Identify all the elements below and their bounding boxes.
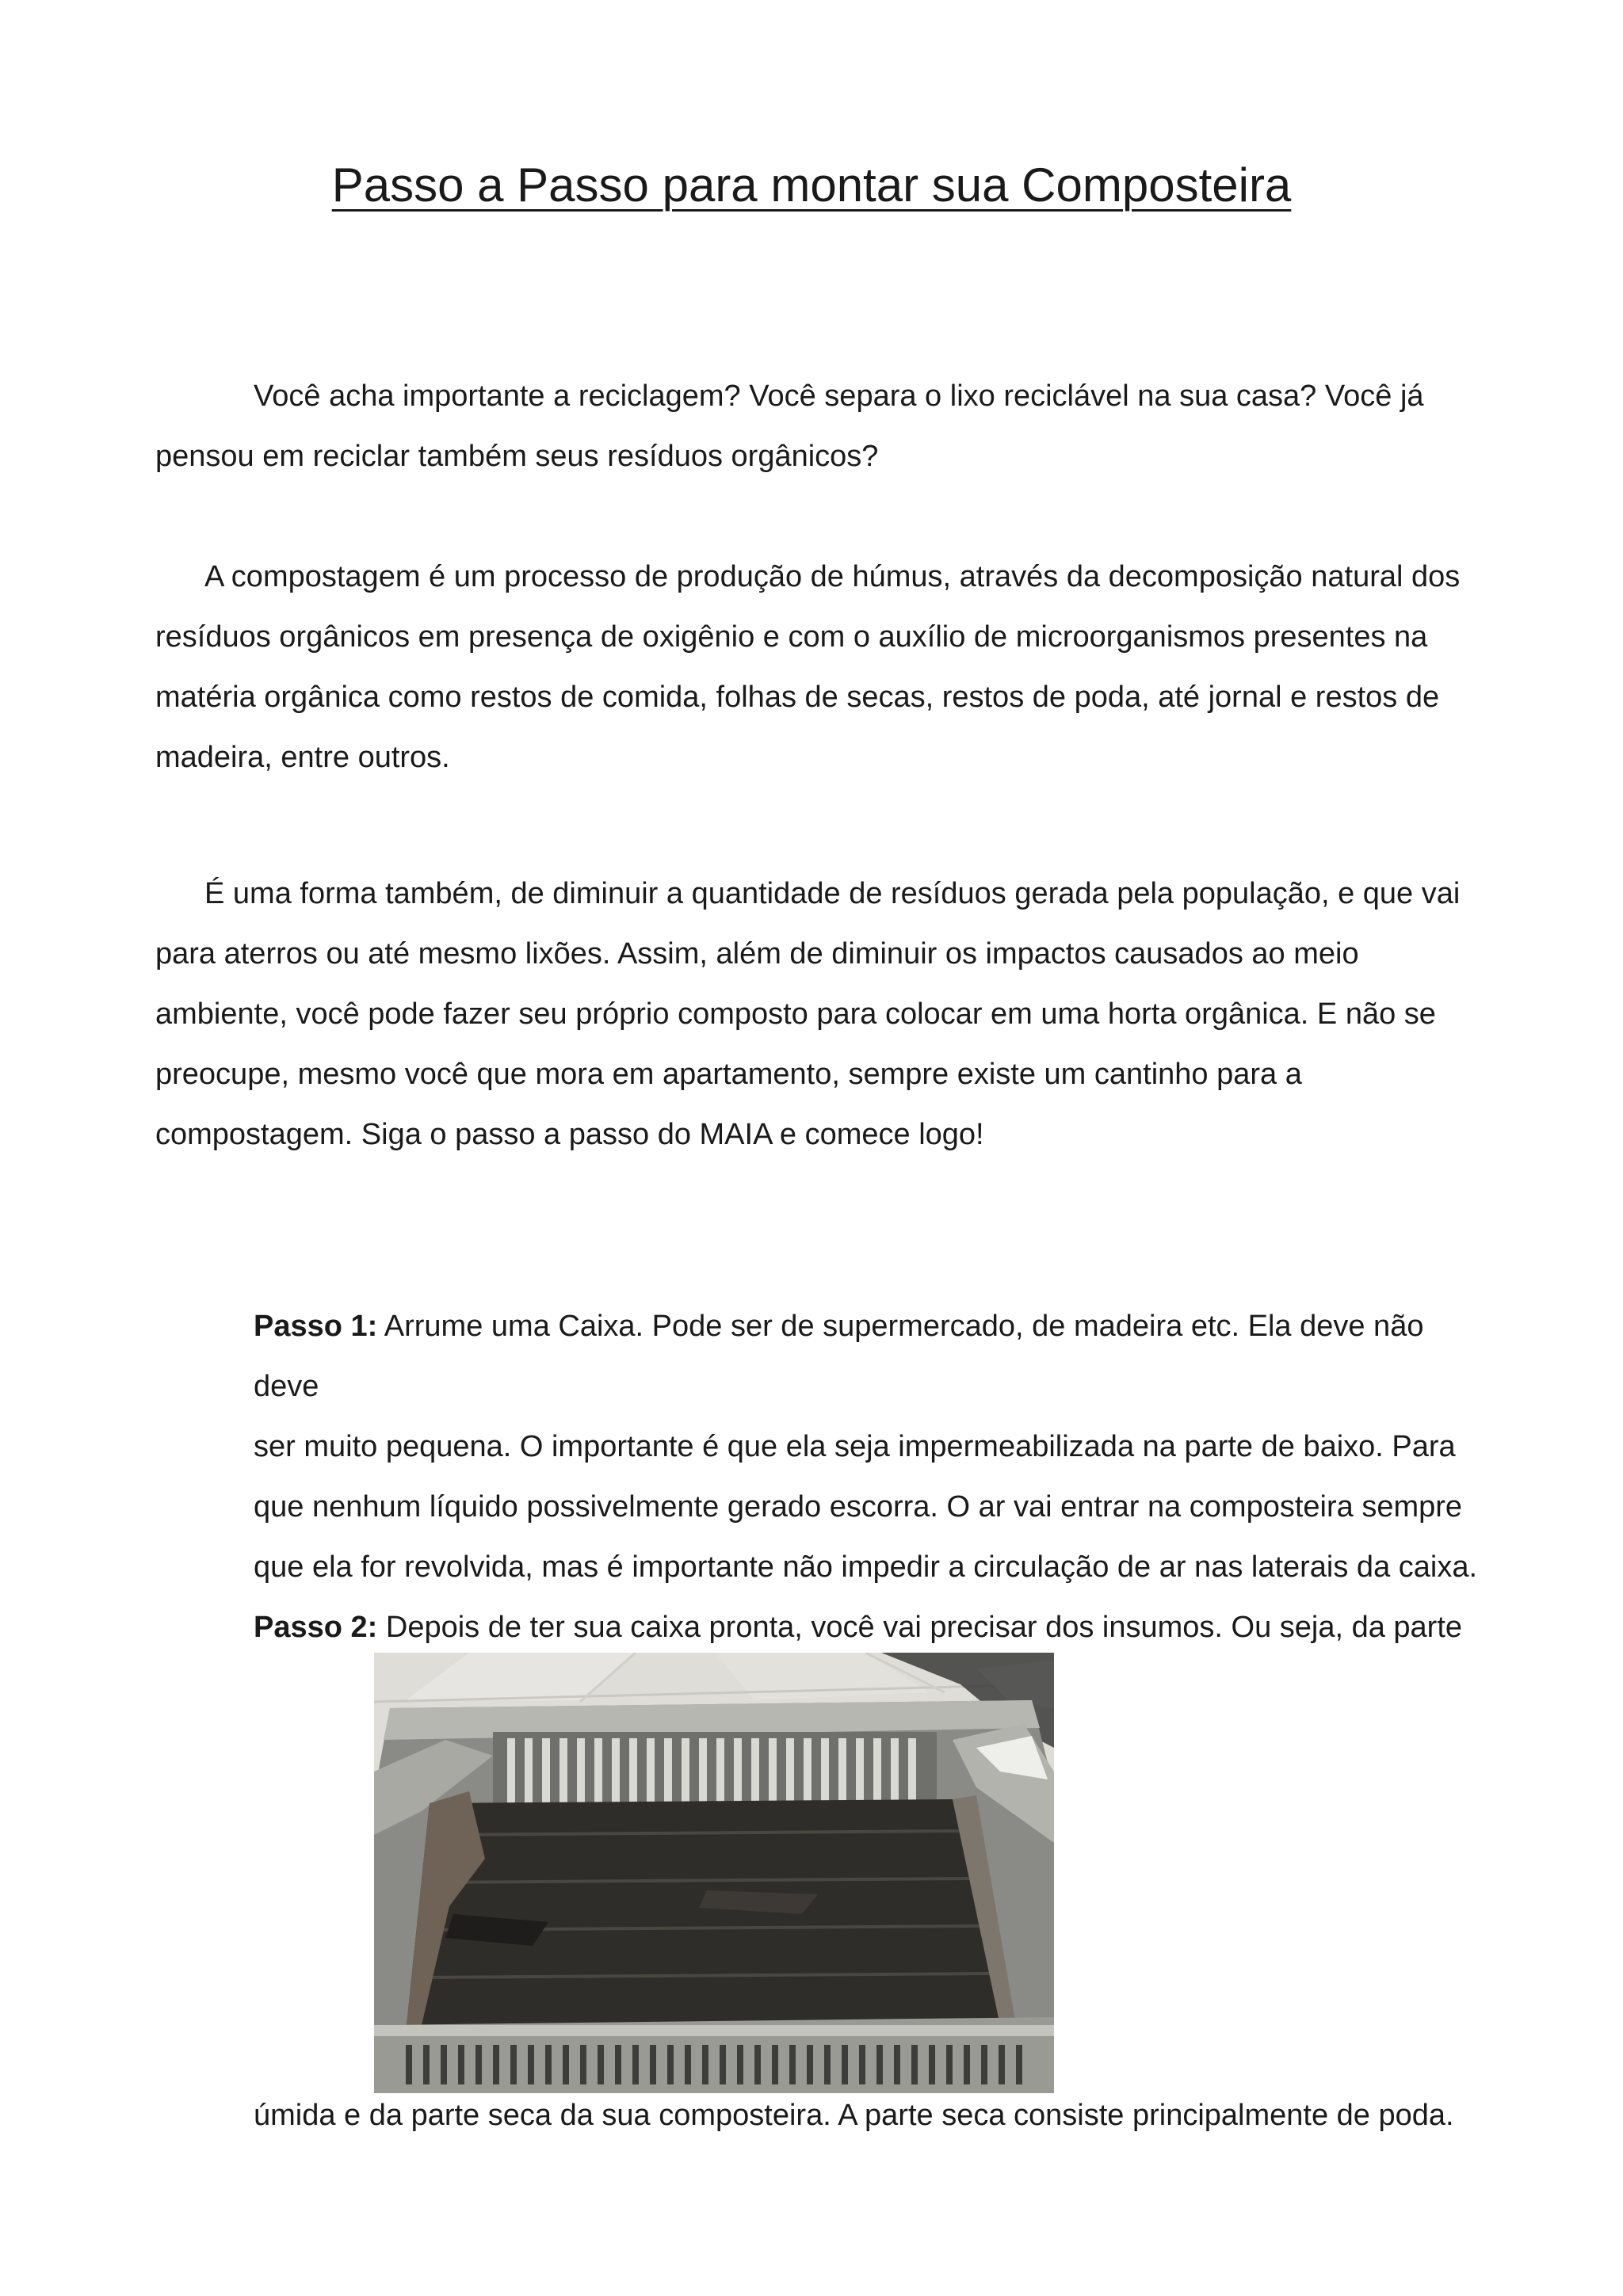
step-1-text: Arrume uma Caixa. Pode ser de supermercado, de madeira etc. Ela deve não deve ser muito pequena. O importante é que ela seja impermeabilizada na parte de baixo. Para que nenhum líquido possivelmente gerado escorra. O ar vai entrar na composteira sempre que ela for revolvida, mas é importante não impedir a circulação de ar nas laterais da caixa.: [254, 1310, 1478, 1584]
step-2-text: Depois de ter sua caixa pronta, você vai precisar dos insumos. Ou seja, da parte: [377, 1611, 1463, 1644]
step-1-label: Passo 1:: [254, 1310, 378, 1343]
step-2: [254, 1597, 1490, 1657]
intro-paragraph-3: É uma forma também, de diminuir a quantidade de resíduos gerada pela população, e que vai para aterros ou até mesmo lixões. Assim, além de diminuir os impactos causados ao meio ambiente, você pode fazer seu próprio composto para colocar em uma horta orgânica. E não se preocupe, mesmo você que mora em apartamento, sempre existe um cantinho para a compostagem. Siga o passo a passo do MAIA e comece logo!: [155, 877, 1461, 1151]
intro-paragraph-1: Você acha importante a reciclagem? Você separa o lixo reciclável na sua casa? Você já pensou em reciclar também seus resíduos orgânicos?: [155, 379, 1424, 473]
step-2-continuation: úmida e da parte seca da sua composteira. A parte seca consiste principalmente de poda.: [254, 2099, 1454, 2132]
step-1: [254, 1296, 1490, 1597]
crate-photo: [374, 1653, 1054, 2093]
page-title: Passo a Passo para montar sua Composteira: [331, 158, 1292, 212]
intro-paragraph-2: A compostagem é um processo de produção de húmus, através da decomposição natural dos resíduos orgânicos em presença de oxigênio e com o auxílio de microorganismos presentes na matéria orgânica como restos de comida, folhas de secas, restos de poda, até jornal e restos de madeira, entre outros.: [155, 560, 1461, 774]
step-2-label: Passo 2:: [254, 1611, 378, 1644]
